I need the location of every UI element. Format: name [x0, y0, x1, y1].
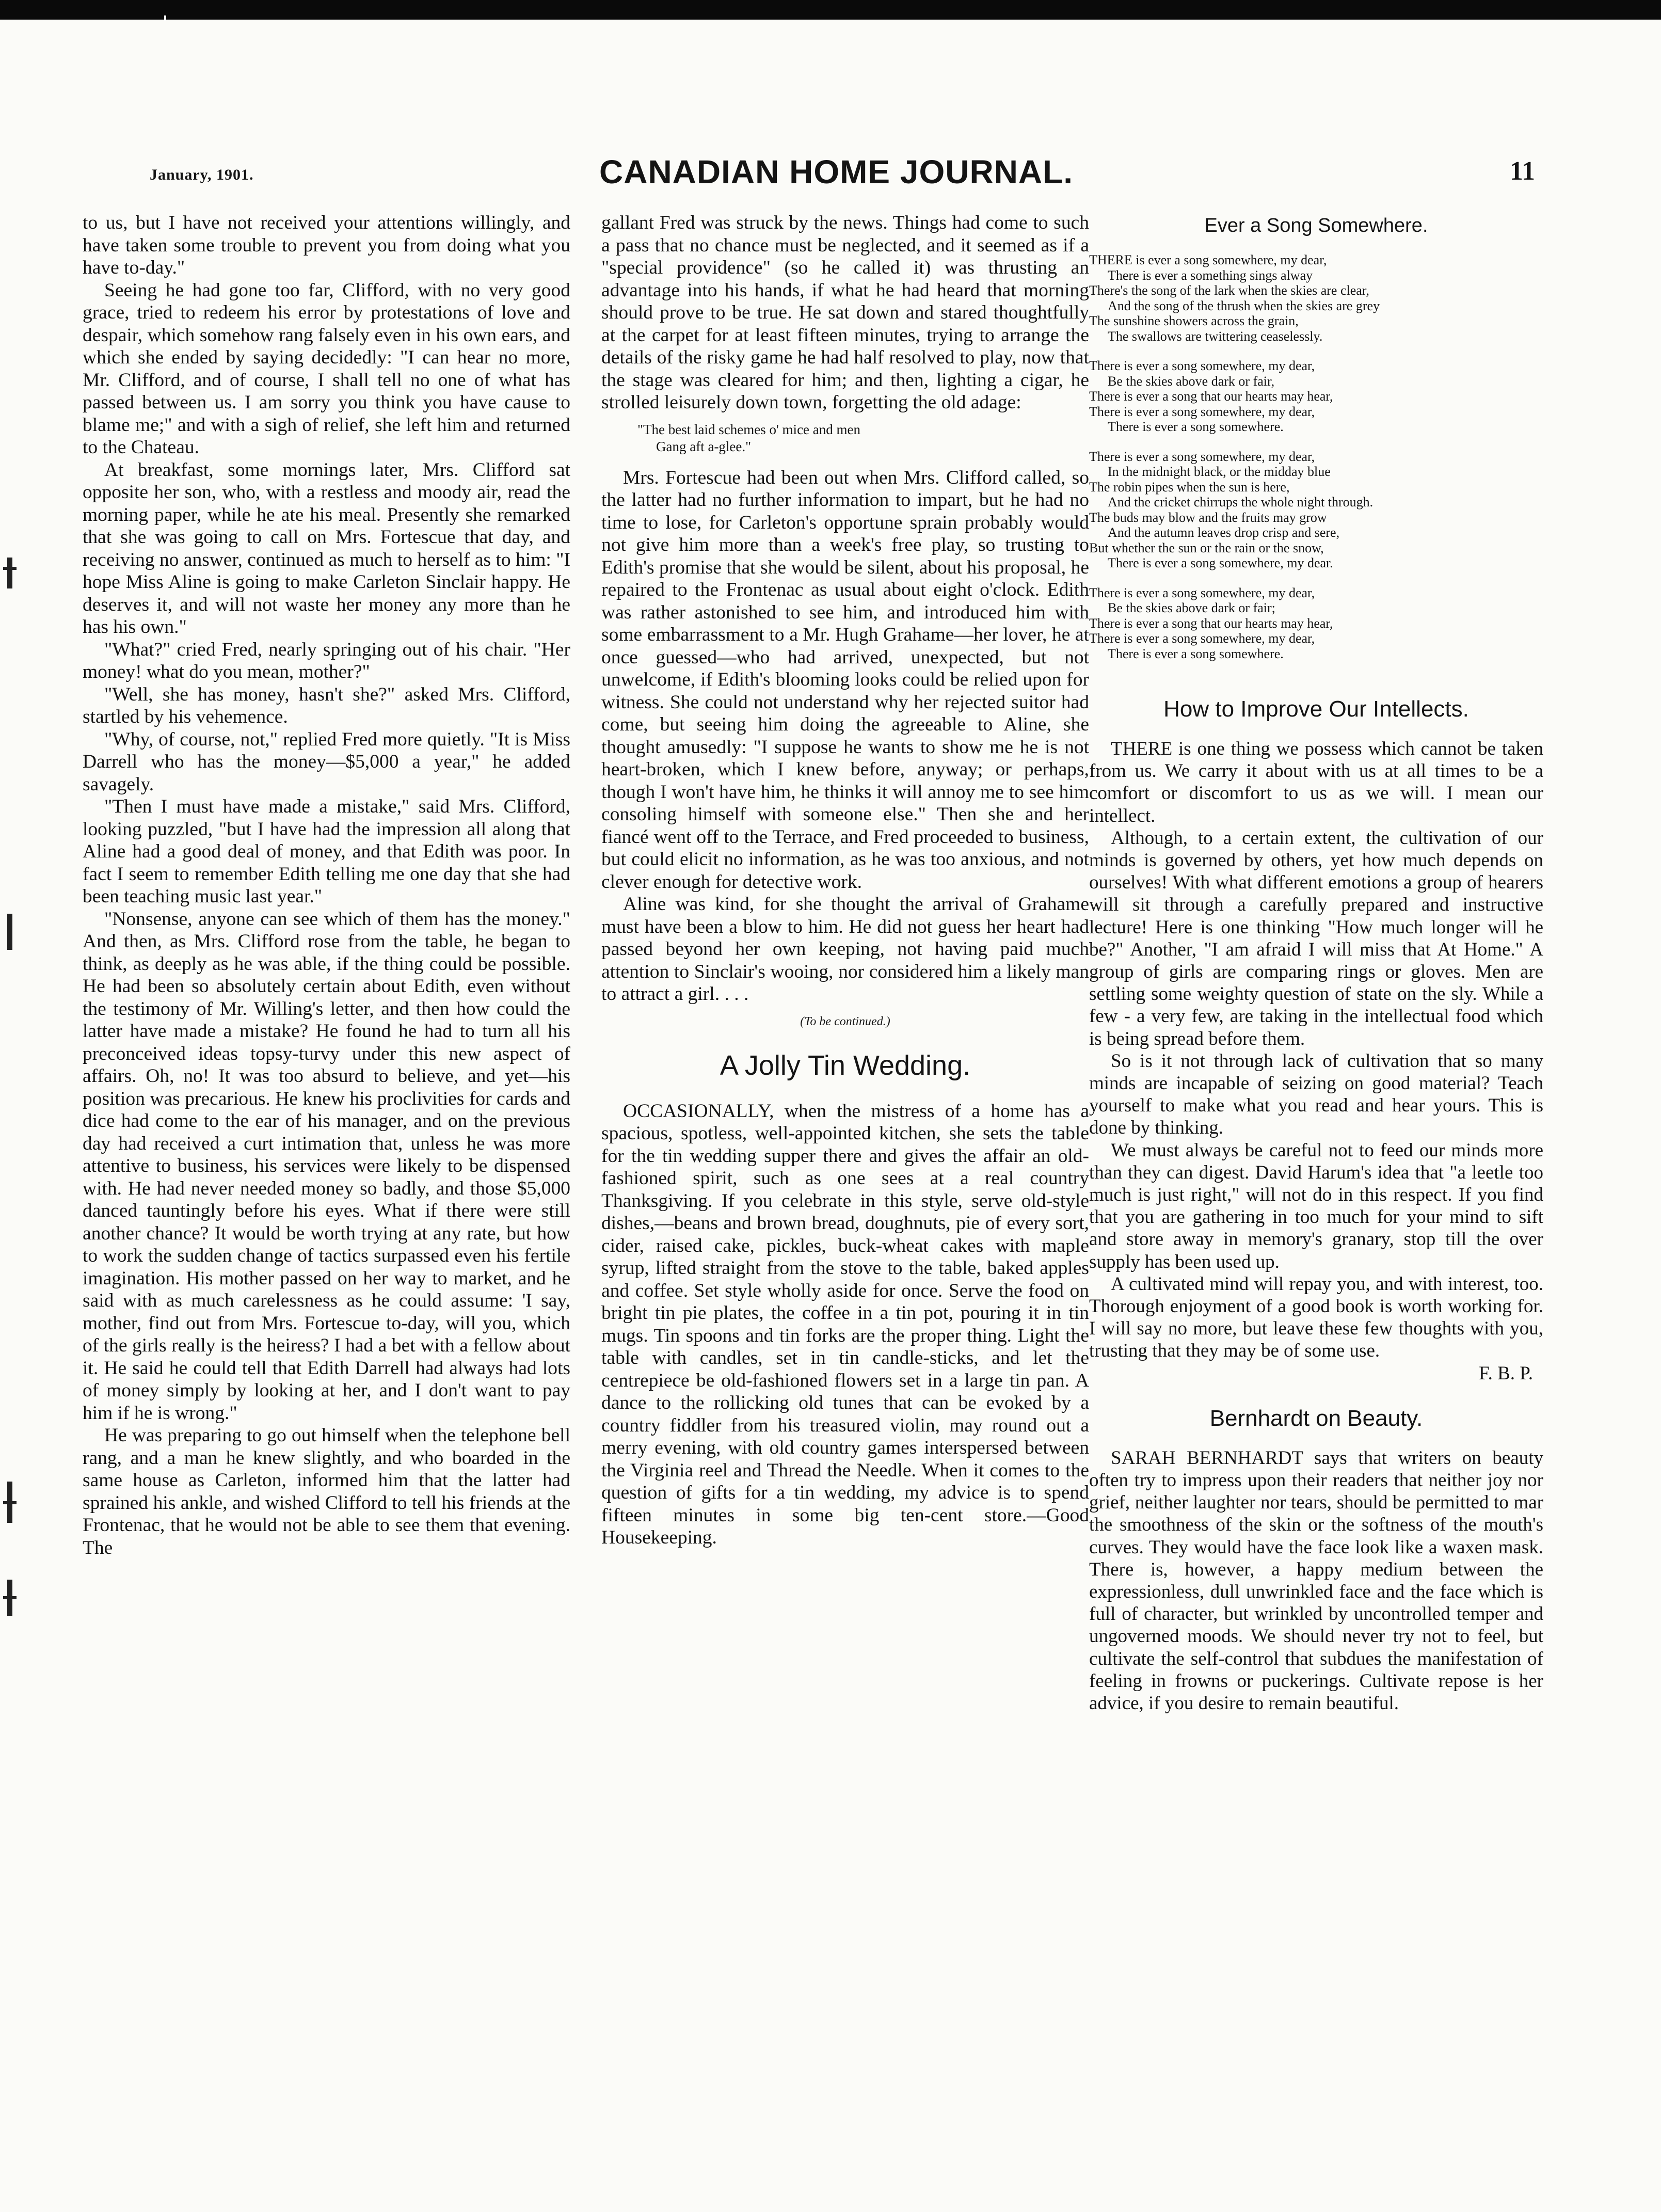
poem-line: Be the skies above dark or fair; [1108, 600, 1275, 615]
poem-stanza [1089, 585, 1543, 662]
story-paragraph: He was preparing to go out himself when the telephone bell rang, and a man he knew slightly, and who boarded in the same house as Carleton, informed him that the latter had sprained his ankle, and wished Clifford to tell his friends at the Frontenac, that he would not be able to see them that evening. The [83, 1425, 570, 1558]
story-paragraph: "Why, of course, not," replied Fred more quietly. "It is Miss Darrell who has the money—$5,000 a year," he added savagely. [83, 728, 570, 795]
quote-line: "The best laid schemes o' mice and men [637, 421, 860, 437]
margin-mark [7, 558, 12, 588]
story-paragraph: Aline was kind, for she thought the arrival of Grahame must have been a blow to him. He did not guess her heart had passed beyond her own keeping, not having paid much attention to Sinclair's wooing, nor considered him a likely man to attract a girl. . . . [601, 894, 1089, 1005]
poem-line: The sunshine showers across the grain, [1089, 313, 1299, 328]
margin-mark [3, 1596, 17, 1599]
article-paragraph: A cultivated mind will repay you, and with interest, too. Thorough enjoyment of a good book is worth working for. I will say no more, but leave these few thoughts with you, trusting that they may be of some use. [1089, 1273, 1543, 1362]
margin-mark [3, 1501, 17, 1504]
poem-line: Be the skies above dark or fair, [1108, 373, 1275, 389]
poem-line: The buds may blow and the fruits may grow [1089, 510, 1327, 525]
article-heading-bernhardt: Bernhardt on Beauty. [1209, 1405, 1423, 1431]
poem-line: And the song of the thrush when the skies are grey [1108, 298, 1380, 313]
column-right [1089, 212, 1543, 1714]
quote-line: Gang aft a-glee." [656, 438, 752, 454]
page-header [150, 153, 1535, 194]
poem-line: There is ever a song somewhere. [1108, 646, 1284, 661]
poem-line: THERE is ever a song somewhere, my dear, [1089, 252, 1327, 267]
top-border-rule [0, 0, 1661, 20]
column-left [83, 212, 570, 1559]
story-paragraph: "Well, she has money, hasn't she?" asked Mrs. Clifford, startled by his vehemence. [83, 683, 570, 727]
poem-line: The swallows are twittering ceaselessly. [1108, 328, 1323, 344]
article-heading-intellects: How to Improve Our Intellects. [1163, 696, 1469, 722]
story-paragraph: "What?" cried Fred, nearly springing out of his chair. "Her money! what do you mean, mother?" [83, 639, 570, 682]
poem-line: There is ever a song that our hearts may hear, [1089, 615, 1333, 631]
issue-date: January, 1901. [150, 166, 254, 183]
story-paragraph: Mrs. Fortescue had been out when Mrs. Clifford called, so the latter had no further information to impart, but he had no time to lose, for Carleton's opportune sprain probably would not give him more than a week's free play, so trusting to Edith's promise that she would be silent, about his proposal, he repaired to the Frontenac as usual about eight o'clock. Edith was rather astonished to see him, and introduced him with some embarrassment to a Mr. Hugh Grahame—her lover, he at once guessed—who had arrived, unexpected, but not unwelcome, if Edith's blooming looks could be relied upon for witness. She could not understand why her rejected suitor had come, but seeing him doing the agreeable to Aline, she thought amusedly: "I suppose he wants to show me he is not heart-broken, which I knew before, anyway; or perhaps, though I won't have him, he thinks it will annoy me to see him consoling himself with someone else." Then she and her fiancé went off to the Terrace, and Fred proceeded to business, but could elicit no information, as he was too anxious, and not clever enough for detective work. [601, 467, 1089, 893]
scan-tick-mark [164, 15, 166, 21]
article-paragraph: We must always be careful not to feed our minds more than they can digest. David Harum's idea that "a leetle too much is just right," will not do in this respect. If you find that you are gathering in too much for your mind to sift and store away in memory's granary, stop till the over supply has been used up. [1089, 1139, 1543, 1272]
poem-line: There is ever a song somewhere, my dear, [1089, 358, 1315, 373]
poem-line: There is ever a song somewhere, my dear, [1089, 449, 1315, 464]
author-signature: F. B. P. [1478, 1362, 1533, 1384]
article-paragraph: THERE is one thing we possess which cannot be taken from us. We carry it about with us at all times to be a comfort or discomfort to us as we will. I mean our intellect. [1089, 738, 1543, 826]
poem-line: But whether the sun or the rain or the snow, [1089, 540, 1324, 555]
block-quote [637, 421, 1089, 455]
page-number: 11 [1509, 156, 1535, 186]
poem-heading: Ever a Song Somewhere. [1204, 215, 1428, 236]
article-heading-tin-wedding: A Jolly Tin Wedding. [720, 1049, 971, 1081]
story-paragraph: "Nonsense, anyone can see which of them has the money." And then, as Mrs. Clifford rose from the table, he began to think, as deeply as he was able, if the thing could be possible. He had been so absolutely certain about Edith, even without the testimony of Mr. Willing's letter, and then how could the latter have made a mistake? He found he had to turn all his preconceived ideas topsy-turvy under this new aspect of affairs. Oh, no! It was too absurd to believe, and yet—his position was precarious. He knew his proclivities for cards and dice had come to the ear of his manager, and on the previous day had received a curt intimation that, unless he was more attentive to business, his services were likely to be dispensed with. He had never needed money so badly, and those $5,000 danced tauntingly before his eyes. What if there were still another chance? It would be worth trying at any rate, but how to work the sudden change of tactics surpassed even his fertile imagination. His mother passed on her way to market, and he said with as much carelessness as he could assume: 'I say, mother, find out from Mrs. Fortescue to-day, will you, which of the girls really is the heiress? I had a bet with a fellow about it. He said he could tell that Edith Darrell had always had lots of money simply by looking at her, and I don't want to pay him if he is wrong." [83, 908, 570, 1424]
article-paragraph: SARAH BERNHARDT says that writers on beauty often try to impress upon their readers that neither joy nor grief, neither laughter nor tears, should be permitted to mar the smoothness of the skin or the softness of the mouth's curves. They would have the face look like a waxen mask. There is, however, a happy medium between the expressionless, dull unwrinkled face and the face which is full of character, but wrinkled by uncontrolled temper and ungoverned moods. We should never try not to feel, but cultivate the self-control that subdues the manifestation of feeling in frowns or puckerings. Cultivate repose is her advice, if you desire to remain beautiful. [1089, 1447, 1543, 1714]
story-paragraph: gallant Fred was struck by the news. Things had come to such a pass that no chance must be neglected, and it seemed as if a "special providence" (so he called it) was thrusting an advantage into his hands, if what he had heard that morning should prove to be true. He sat down and stared thoughtfully at the carpet for at least fifteen minutes, trying to arrange the details of the risky game he had half resolved to play, now that the stage was cleared for him; and then, lighting a cigar, he strolled leisurely down town, forgetting the old adage: [601, 212, 1089, 413]
story-paragraph: Seeing he had gone too far, Clifford, with no very good grace, tried to redeem his error by protestations of love and despair, which somehow rang falsely even in his own ears, and which she ended by saying decidedly: "I can hear no more, Mr. Clifford, and of course, I shall tell no one of what has passed between us. I am sorry you think you have cause to blame me;" and with a sigh of relief, she left him and returned to the Chateau. [83, 279, 570, 458]
story-paragraph: At breakfast, some mornings later, Mrs. Clifford sat opposite her son, who, with a restless and moody air, read the morning paper, while he ate his meal. Presently she remarked that she was going to call on Mrs. Fortescue that day, and receiving no answer, continued as much to herself as to him: "I hope Miss Aline is going to make Carleton Sinclair happy. He deserves it, and will not waste her money any more than he has his own." [83, 459, 570, 638]
article-paragraph: OCCASIONALLY, when the mistress of a home has a spacious, spotless, well-appointed kitchen, she sets the table for the tin wedding supper there and gives the affair an old-fashioned spirit, such as one sees at a real country Thanksgiving. If you celebrate in this style, serve old-style dishes,—beans and brown bread, doughnuts, pie of every sort, cider, raised cake, pickles, buck-wheat cakes with maple syrup, lifted straight from the stove to the table, baked apples and coffee. Set style wholly aside for once. Serve the food on bright tin pie plates, the coffee in a tin pot, pouring it in tin mugs. Tin spoons and tin forks are the proper thing. Light the table with candles, set in tin candle-sticks, and let the centrepiece be old-fashioned flowers set in a large tin pan. A dance to the rollicking old tunes that can be evoked by a country fiddler from his treasured violin, may round out a merry evening, with old country games interspersed between the Virginia reel and Thread the Needle. When it comes to the question of gifts for a tin wedding, my advice is to spend fifteen minutes in some big ten-cent store.—Good Housekeeping. [601, 1100, 1089, 1548]
poem-line: There is ever a song that our hearts may hear, [1089, 389, 1333, 404]
article-paragraph: Although, to a certain extent, the cultivation of our minds is governed by others, yet how much depends on ourselves! With what different emotions a group of hearers will sit through a carefully prepared and instructive lecture! Here is one thinking "How much longer will he be?" Another, "I am afraid I will miss that At Home." A group of girls are comparing rings or gloves. Men are settling some weighty question of state on the sly. While a few - a very few, are taking in the intellectual food which is being spread before them. [1089, 827, 1543, 1049]
story-paragraph: "Then I must have made a mistake," said Mrs. Clifford, looking puzzled, "but I have had the impression all along that Aline had a good deal of money, and that Edith was poor. In fact I seem to remember Edith telling me one day that she had been teaching music last year." [83, 796, 570, 907]
poem-line: And the cricket chirrups the whole night through. [1108, 495, 1373, 510]
story-paragraph: to us, but I have not received your attentions willingly, and have taken some trouble to prevent you from doing what you have to-day." [83, 212, 570, 278]
poem-line: There is ever a song somewhere, my dear, [1089, 404, 1315, 419]
poem-line: In the midnight black, or the midday blue [1108, 464, 1331, 479]
column-middle [601, 212, 1089, 1549]
margin-mark [3, 567, 17, 570]
poem-line: The robin pipes when the sun is here, [1089, 479, 1290, 495]
poem-stanza [1089, 252, 1543, 344]
to-be-continued-note: (To be continued.) [800, 1014, 890, 1028]
poem-line: There's the song of the lark when the skies are clear, [1089, 283, 1369, 298]
poem-line: There is ever a song somewhere, my dear, [1089, 631, 1315, 646]
poem-line: There is ever a something sings alway [1108, 267, 1313, 283]
poem-line: There is ever a song somewhere, my dear. [1108, 555, 1333, 570]
poem-stanza [1089, 449, 1543, 571]
poem-line: There is ever a song somewhere, my dear, [1089, 585, 1315, 600]
poem-stanza [1089, 358, 1543, 435]
journal-title: CANADIAN HOME JOURNAL. [599, 153, 1073, 190]
poem-line: There is ever a song somewhere. [1108, 419, 1284, 434]
article-paragraph: So is it not through lack of cultivation that so many minds are incapable of seizing on good material? Teach yourself to make what you read and hear yours. This is done by thinking. [1089, 1050, 1543, 1139]
poem-line: And the autumn leaves drop crisp and sere, [1108, 525, 1340, 540]
margin-mark [7, 914, 12, 950]
